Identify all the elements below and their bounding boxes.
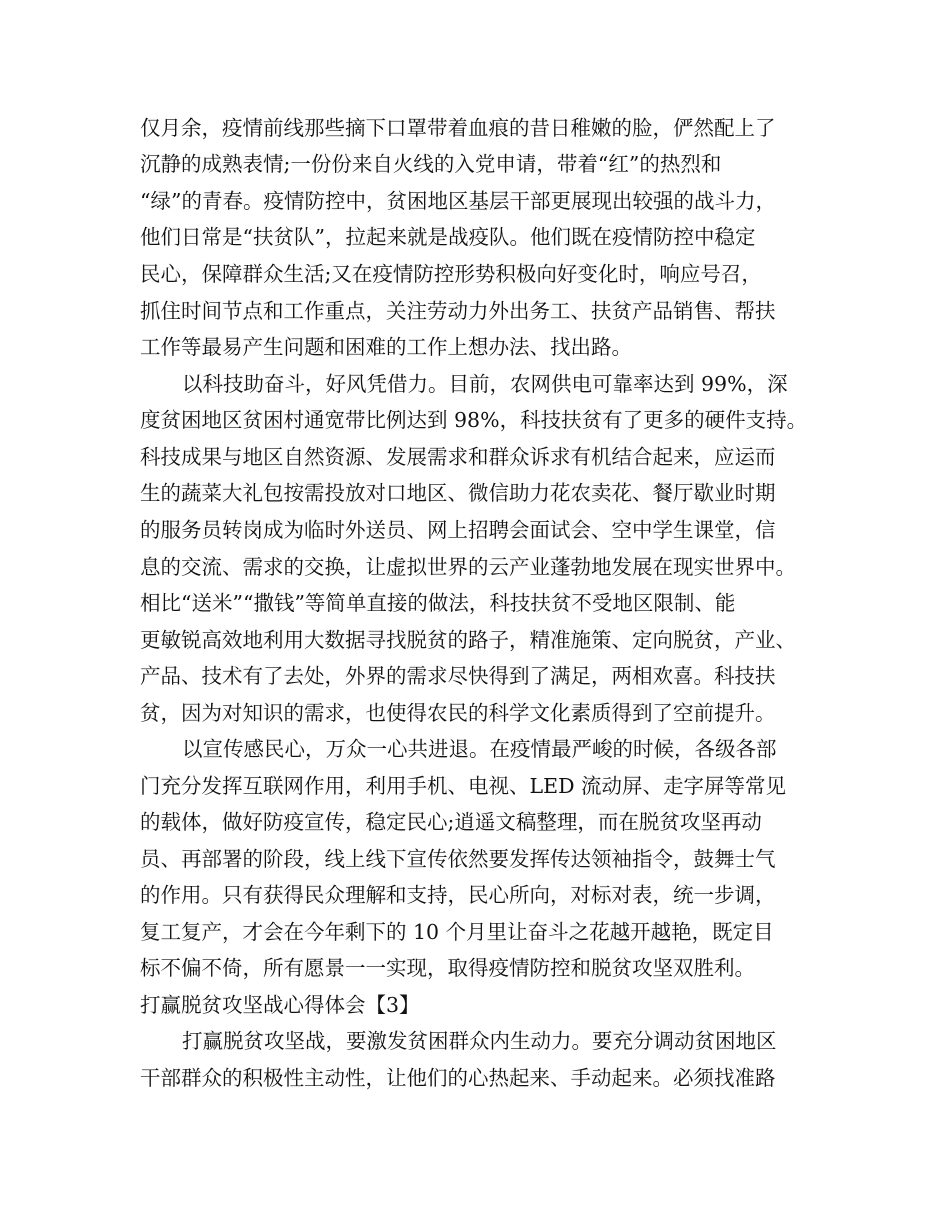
text-line: 标不偏不倚，所有愿景一一实现，取得疫情防控和脱贫攻坚双胜利。 [140,956,755,980]
section-heading: 打赢脱贫攻坚战心得体会【3】 [140,993,420,1017]
text-line: 门充分发挥互联网作用，利用手机、电视、LED 流动屏、走字屏等常见 [140,774,787,798]
paragraph-start-line: 以宣传感民心，万众一心共进退。在疫情最严峻的时候，各级各部 [182,737,777,761]
text-line: 息的交流、需求的交换，让虚拟世界的云产业蓬勃地发展在现实世界中。 [140,555,796,579]
text-line: 他们日常是“扶贫队”，拉起来就是战疫队。他们既在疫情防控中稳定 [140,225,756,249]
text-line: 度贫困地区贫困村通宽带比例达到 98%，科技扶贫有了更多的硬件支持。 [140,408,808,432]
text-line: 抓住时间节点和工作重点，关注劳动力外出务工、扶贫产品销售、帮扶 [140,299,776,323]
text-line: 产品、技术有了去处，外界的需求尽快得到了满足，两相欢喜。科技扶 [140,664,776,688]
text-line: 干部群众的积极性主动性，让他们的心热起来、手动起来。必须找准路 [140,1066,776,1090]
text-line: 仅月余，疫情前线那些摘下口罩带着血痕的昔日稚嫩的脸，俨然配上了 [140,116,776,140]
text-line: 工作等最易产生问题和困难的工作上想办法、找出路。 [140,335,632,359]
text-line: 沉静的成熟表情;一份份来自火线的入党申请，带着“红”的热烈和 [140,152,722,176]
text-line: 的载体，做好防疫宣传，稳定民心;逍遥文稿整理，而在脱贫攻坚再动 [140,810,762,834]
text-line: 复工复产，才会在今年剩下的 10 个月里让奋斗之花越开越艳，既定目 [140,920,774,944]
text-line: 科技成果与地区自然资源、发展需求和群众诉求有机结合起来，应运而 [140,445,776,469]
text-line: 更敏锐高效地利用大数据寻找脱贫的路子，精准施策、定向脱贫，产业、 [140,628,796,652]
paragraph-start-line: 打赢脱贫攻坚战，要激发贫困群众内生动力。要充分调动贫困地区 [182,1029,777,1053]
paragraph-start-line: 以科技助奋斗，好风凭借力。目前，农网供电可靠率达到 99%，深 [182,372,788,396]
text-line: 员、再部署的阶段，线上线下宣传依然要发挥传达领袖指令，鼓舞士气 [140,847,776,871]
text-line: 民心，保障群众生活;又在疫情防控形势积极向好变化时，响应号召， [140,262,762,286]
text-line: 的作用。只有获得民众理解和支持，民心所向，对标对表，统一步调， [140,883,776,907]
text-line: 贫，因为对知识的需求，也使得农民的科学文化素质得到了空前提升。 [140,701,776,725]
text-line: 生的蔬菜大礼包按需投放对口地区、微信助力花农卖花、餐厅歇业时期 [140,481,776,505]
text-line: 的服务员转岗成为临时外送员、网上招聘会面试会、空中学生课堂，信 [140,518,776,542]
text-line: 相比“送米”“撒钱”等简单直接的做法，科技扶贫不受地区限制、能 [140,591,736,615]
text-line: “绿”的青春。疫情防控中，贫困地区基层干部更展现出较强的战斗力， [140,189,776,213]
